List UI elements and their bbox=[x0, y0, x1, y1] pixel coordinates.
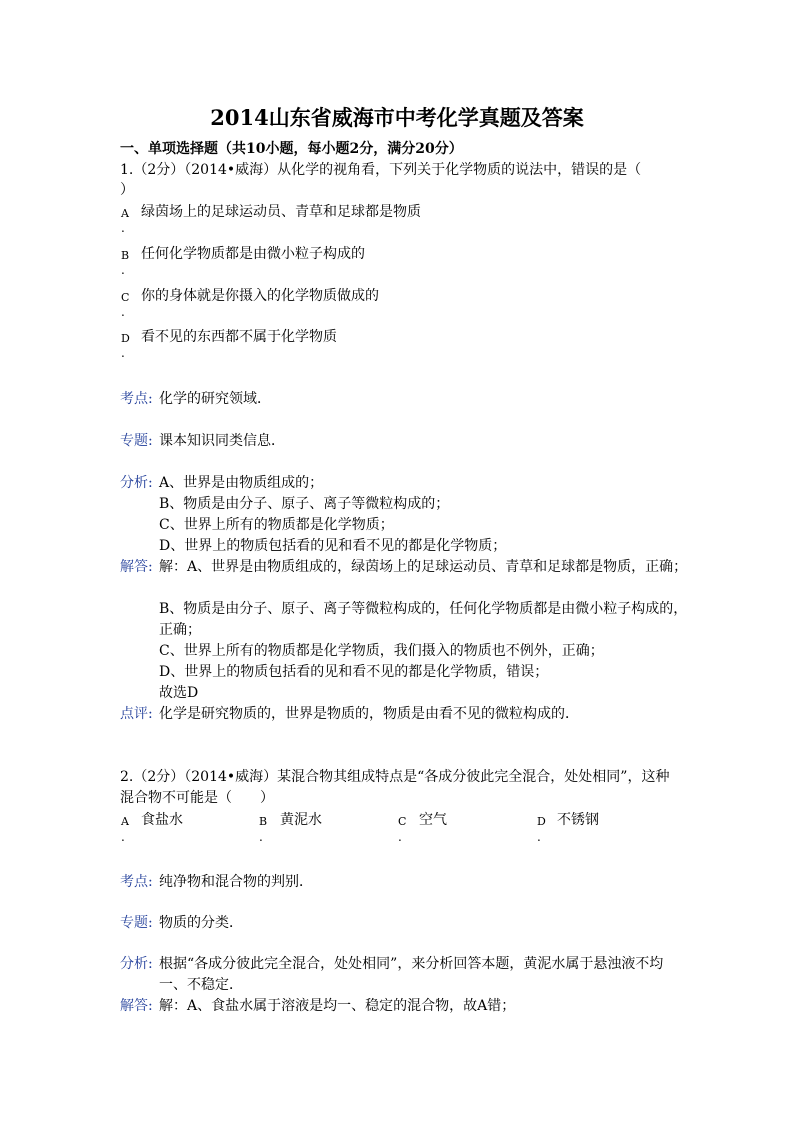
q2-fenxi-line2: 一、不稳定． bbox=[159, 977, 243, 993]
q1-option-c-letter: C bbox=[121, 291, 130, 304]
q1-jieda-line3: 正确； bbox=[159, 622, 201, 638]
q1-option-b-dot: . bbox=[121, 263, 125, 277]
q1-option-c-dot: . bbox=[121, 305, 125, 319]
q2-option-d-dot: . bbox=[537, 830, 541, 844]
q1-fenxi-line4: D、世界上的物质包括看的见和看不见的都是化学物质； bbox=[159, 538, 507, 554]
q1-fenxi-label: 分析: bbox=[120, 475, 153, 491]
q1-option-a-dot: . bbox=[121, 221, 125, 235]
q1-option-b-letter: B bbox=[121, 249, 130, 262]
q1-fenxi-line1: A、世界是由物质组成的； bbox=[159, 475, 324, 491]
q1-zhuanti-label: 专题: bbox=[120, 433, 153, 449]
q1-fenxi-line2: B、物质是由分子、原子、离子等微粒构成的； bbox=[159, 496, 450, 512]
q2-stem-line2: 混合物不可能是（ ） bbox=[120, 790, 274, 806]
q1-jieda-line1: 解：A、世界是由物质组成的，绿茵场上的足球运动员、青草和足球都是物质，正确； bbox=[159, 559, 688, 575]
q1-fenxi-line3: C、世界上所有的物质都是化学物质； bbox=[159, 517, 394, 533]
q1-dianping-label: 点评: bbox=[120, 706, 153, 722]
q1-jieda-line4: C、世界上所有的物质都是化学物质，我们摄入的物质也不例外，正确； bbox=[159, 643, 604, 659]
q1-stem-line2: ） bbox=[120, 182, 134, 198]
q2-jieda-label: 解答: bbox=[120, 998, 153, 1014]
q1-option-b-text: 任何化学物质都是由微小粒子构成的 bbox=[141, 246, 365, 262]
q2-kaodian-text: 纯净物和混合物的判别． bbox=[159, 874, 313, 890]
q1-jieda-line6: 故选D bbox=[159, 685, 199, 701]
q1-zhuanti-text: 课本知识同类信息． bbox=[159, 433, 285, 449]
q2-option-d-letter: D bbox=[537, 815, 546, 828]
q2-option-b-text: 黄泥水 bbox=[280, 812, 322, 828]
q2-fenxi-label: 分析: bbox=[120, 956, 153, 972]
q1-stem-line1: 1.（2分）（2014•威海）从化学的视角看，下列关于化学物质的说法中，错误的是（ bbox=[120, 162, 642, 178]
section-heading: 一、单项选择题（共10小题，每小题2分，满分20分） bbox=[120, 141, 463, 157]
q2-option-c-letter: C bbox=[398, 815, 407, 828]
page-title: 2014山东省威海市中考化学真题及答案 bbox=[210, 105, 584, 130]
q2-option-a-dot: . bbox=[121, 830, 125, 844]
q1-jieda-line5: D、世界上的物质包括看的见和看不见的都是化学物质，错误； bbox=[159, 664, 549, 680]
q1-option-d-letter: D bbox=[121, 332, 130, 345]
q1-option-c-text: 你的身体就是你摄入的化学物质做成的 bbox=[141, 288, 379, 304]
q2-fenxi-line1: 根据“各成分彼此完全混合，处处相同”，来分析回答本题，黄泥水属于悬浊液不均 bbox=[159, 956, 664, 972]
q1-option-d-text: 看不见的东西都不属于化学物质 bbox=[141, 329, 337, 345]
q2-option-b-dot: . bbox=[259, 830, 263, 844]
q1-dianping-text: 化学是研究物质的，世界是物质的，物质是由看不见的微粒构成的． bbox=[159, 706, 579, 722]
q2-zhuanti-label: 专题: bbox=[120, 915, 153, 931]
q2-option-a-text: 食盐水 bbox=[141, 812, 183, 828]
q2-option-a-letter: A bbox=[121, 815, 129, 828]
q1-kaodian-label: 考点: bbox=[120, 391, 153, 407]
q2-jieda-line1: 解：A、食盐水属于溶液是均一、稳定的混合物，故A错； bbox=[159, 998, 516, 1014]
q1-kaodian-text: 化学的研究领域． bbox=[159, 391, 271, 407]
q2-option-d-text: 不锈钢 bbox=[557, 812, 599, 828]
q2-kaodian-label: 考点: bbox=[120, 874, 153, 890]
q2-option-c-dot: . bbox=[398, 830, 402, 844]
q2-option-b-letter: B bbox=[259, 815, 268, 828]
q1-jieda-line2: B、物质是由分子、原子、离子等微粒构成的，任何化学物质都是由微小粒子构成的， bbox=[159, 601, 688, 617]
q1-jieda-label: 解答: bbox=[120, 559, 153, 575]
q1-option-a-letter: A bbox=[121, 207, 129, 220]
q2-zhuanti-text: 物质的分类． bbox=[159, 915, 243, 931]
q2-option-c-text: 空气 bbox=[419, 812, 447, 828]
q2-stem-line1: 2.（2分）（2014•威海）某混合物其组成特点是“各成分彼此完全混合，处处相同”，这种 bbox=[120, 769, 670, 785]
q1-option-d-dot: . bbox=[121, 346, 125, 360]
q1-option-a-text: 绿茵场上的足球运动员、青草和足球都是物质 bbox=[141, 204, 421, 220]
